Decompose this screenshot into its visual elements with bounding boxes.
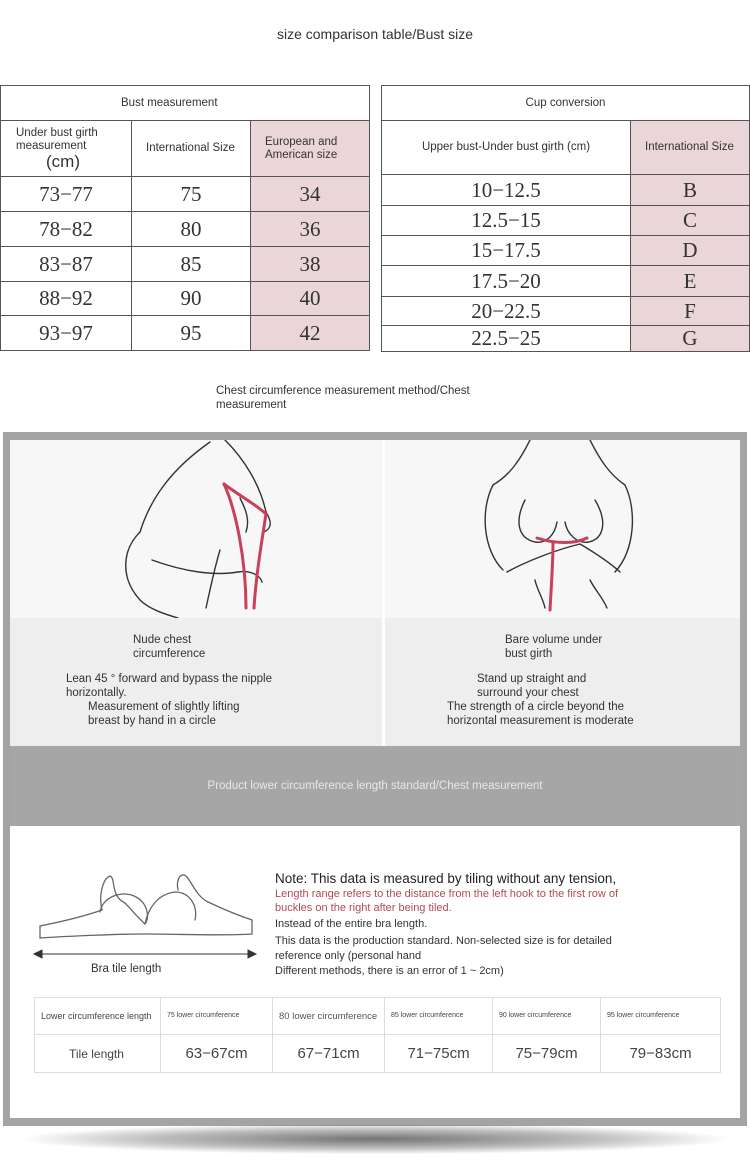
table-row: 22.5−25 G	[382, 326, 750, 352]
header-under-bust: Under bust girth measurement (cm)	[1, 121, 132, 177]
bust-group-header: Bust measurement	[1, 86, 370, 121]
product-banner-text: Product lower circumference length standard/Chest measurement	[207, 780, 543, 792]
table-row: 10−12.5 B	[382, 175, 750, 206]
table-row: 93−97 95 42	[1, 316, 370, 351]
page-title: size comparison table/Bust size	[276, 26, 474, 42]
table-row: 73−77 75 34	[1, 177, 370, 212]
table-row: Tile length 63−67cm 67−71cm 71−75cm 75−79cm 79−83cm	[35, 1035, 721, 1073]
side-figure-drawing	[10, 440, 382, 618]
table-row: 12.5−15 C	[382, 206, 750, 236]
table-row: 15−17.5 D	[382, 236, 750, 266]
cup-group-header: Cup conversion	[382, 86, 750, 121]
note-block: Note: This data is measured by tiling without any tension, Length range refers to the distance from the left hook to the first row of buckles on the right after being tiled. Instead of the entire bra length. This data is the production standard. Non-selected size is for detailed reference only (personal hand Different methods, there is an error of 1 ~ 2cm)	[275, 871, 619, 977]
bra-tile-illustration	[30, 868, 260, 968]
table-row: 17.5−20 E	[382, 266, 750, 297]
header-cup-international-size: International Size	[631, 121, 750, 175]
header-international-size: International Size	[132, 121, 251, 177]
table-row: 83−87 85 38	[1, 247, 370, 282]
bra-drawing	[30, 868, 260, 968]
left-caption-title: Nude chest circumference	[133, 634, 206, 660]
table-row: Lower circumference length 75 lower circumference 80 lower circumference 85 lower circumference 90 lower circumference 95 lower circumference	[35, 998, 721, 1035]
header-bust-difference: Upper bust-Under bust girth (cm)	[382, 121, 631, 175]
table-row: 78−82 80 36	[1, 212, 370, 247]
tile-length-table	[34, 997, 721, 1073]
front-figure-drawing	[385, 440, 740, 618]
table-row: 20−22.5 F	[382, 297, 750, 326]
right-caption-text: Stand up straight and surround your chest The strength of a circle beyond the horizontal measurement is moderate	[447, 673, 634, 727]
table-row: 88−92 90 40	[1, 282, 370, 316]
header-eu-size: European and American size	[251, 121, 370, 177]
left-caption-text: Lean 45 ° forward and bypass the nipple horizontally. Measurement of slightly lifting breast by hand in a circle	[66, 673, 272, 727]
method-heading: Chest circumference measurement method/Chest measurement	[216, 385, 470, 411]
right-caption-title: Bare volume under bust girth	[505, 634, 603, 660]
bra-tile-label: Bra tile length	[91, 963, 162, 975]
front-measure-illustration	[385, 440, 740, 618]
side-measure-illustration	[10, 440, 382, 618]
frame-shadow	[25, 1124, 725, 1154]
cup-conversion-table	[381, 85, 750, 352]
bust-size-table	[0, 85, 370, 351]
